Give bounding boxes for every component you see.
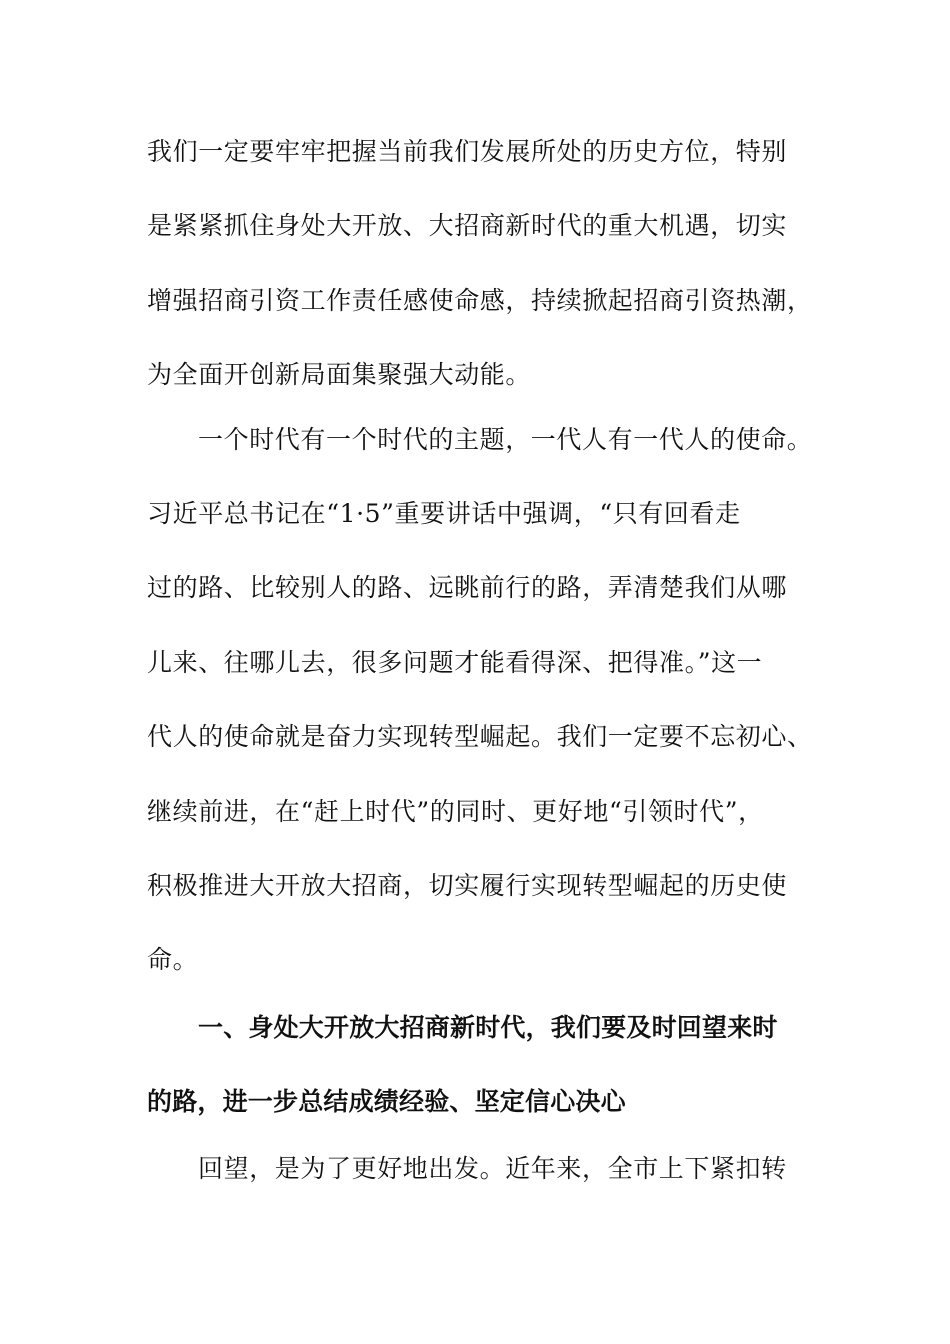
paragraph-line: 习近平总书记在“1·5”重要讲话中强调，“只有回看走 bbox=[147, 499, 741, 528]
paragraph-line: 是紧紧抓住身处大开放、大招商新时代的重大机遇，切实 bbox=[147, 211, 788, 240]
section-heading-line: 的路，进一步总结成绩经验、坚定信心决心 bbox=[147, 1087, 626, 1116]
paragraph-line: 继续前进，在“赶上时代”的同时、更好地“引领时代”， bbox=[147, 797, 764, 826]
paragraph-line: 增强招商引资工作责任感使命感，持续掀起招商引资热潮， bbox=[147, 286, 813, 315]
paragraph-line: 命。 bbox=[147, 945, 199, 974]
paragraph-line: 为全面开创新局面集聚强大动能。 bbox=[147, 360, 532, 389]
paragraph-line: 过的路、比较别人的路、远眺前行的路，弄清楚我们从哪 bbox=[147, 573, 788, 602]
section-heading-line: 一、身处大开放大招商新时代，我们要及时回望来时 bbox=[198, 1013, 778, 1042]
paragraph-line: 我们一定要牢牢把握当前我们发展所处的历史方位，特别 bbox=[147, 137, 788, 166]
paragraph-line: 积极推进大开放大招商，切实履行实现转型崛起的历史使 bbox=[147, 871, 788, 900]
paragraph-line: 儿来、往哪儿去，很多问题才能看得深、把得准。”这一 bbox=[147, 648, 763, 677]
paragraph-line: 代人的使命就是奋力实现转型崛起。我们一定要不忘初心、 bbox=[147, 722, 813, 751]
paragraph-line: 一个时代有一个时代的主题，一代人有一代人的使命。 bbox=[198, 425, 813, 454]
paragraph-line: 回望，是为了更好地出发。近年来，全市上下紧扣转 bbox=[198, 1154, 787, 1183]
